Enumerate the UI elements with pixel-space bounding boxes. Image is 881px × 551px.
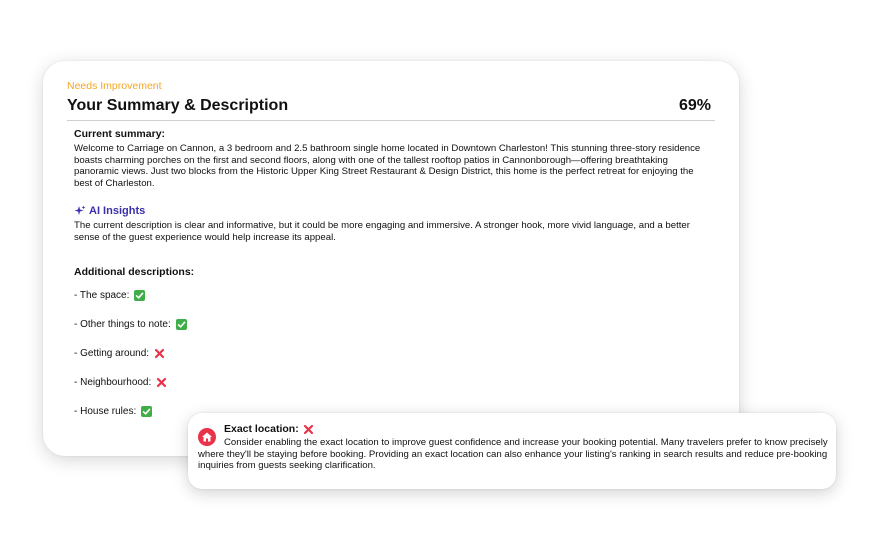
exact-location-toast — [188, 413, 836, 489]
sparkle-icon — [74, 205, 86, 217]
summary-card — [43, 61, 739, 456]
cross-icon — [303, 424, 314, 435]
additional-description-item — [74, 368, 714, 397]
cross-icon — [154, 348, 165, 359]
current-summary-label: Current summary: — [74, 128, 166, 140]
toast-title-text: Exact location: — [224, 423, 299, 435]
toast-body: Consider enabling the exact location to improve guest confidence and increase your booking potential. Many travelers prefer to know precisely where they'll be staying before booking. Providing an exact location can also enhance your listing's ranking in search results and reduce pre-booking inquiries from guests seeking clarification. — [198, 437, 828, 472]
check-icon — [176, 319, 187, 330]
additional-description-item — [74, 310, 714, 339]
check-icon — [141, 406, 152, 417]
card-title: Your Summary & Description — [67, 97, 289, 114]
cross-icon — [156, 377, 167, 388]
additional-description-label: - Getting around: — [74, 348, 150, 360]
ai-insights-heading — [74, 205, 714, 217]
divider — [67, 120, 715, 121]
card-content — [74, 128, 714, 426]
additional-description-label: - Neighbourhood: — [74, 377, 152, 389]
ai-insights-text: The current description is clear and informative, but it could be more engaging and immersive. A stronger hook, more vivid language, and a better sense of the guest experience would help increase its appeal. — [74, 219, 690, 243]
additional-descriptions-list — [74, 281, 714, 426]
toast-title — [224, 423, 314, 435]
check-icon — [134, 290, 145, 301]
additional-descriptions-label: Additional descriptions: — [74, 266, 195, 279]
ai-insights-label: AI Insights — [89, 204, 146, 217]
additional-description-label: - House rules: — [74, 406, 137, 418]
additional-description-label: - The space: — [74, 290, 130, 302]
status-label: Needs Improvement — [67, 80, 162, 92]
current-summary-text: Welcome to Carriage on Cannon, a 3 bedroom and 2.5 bathroom single home located in Downtown Charleston! This stunning three-story residence boasts charming porches on the first and second floors, along with one of the tallest rooftop patios in Cannonborough—offering breathtaking panoramic views. Just two blocks from the Historic Upper King Street Restaurant & Design District, this home is the perfect retreat for enjoying the best of Charleston. — [74, 143, 701, 190]
additional-description-item — [74, 281, 714, 310]
additional-description-item — [74, 339, 714, 368]
additional-description-label: - Other things to note: — [74, 319, 171, 331]
score-value: 69% — [678, 97, 711, 114]
